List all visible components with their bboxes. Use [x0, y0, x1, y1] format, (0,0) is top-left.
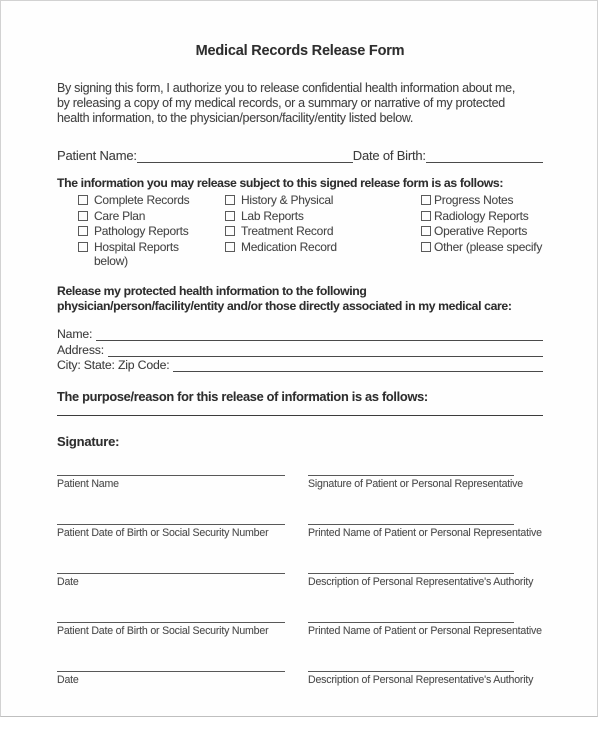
patient-name-field[interactable]	[137, 148, 353, 163]
signature-line-label: Date	[57, 576, 79, 588]
signature-heading: Signature:	[57, 434, 120, 449]
checkbox-item	[225, 224, 421, 240]
signature-line[interactable]	[57, 475, 285, 476]
signature-line[interactable]	[308, 475, 514, 476]
recipient-address-label: Address:	[57, 342, 104, 357]
release-items-grid	[57, 193, 543, 268]
checkbox[interactable]	[421, 211, 431, 221]
signature-row	[57, 475, 543, 490]
checkbox[interactable]	[78, 226, 88, 236]
checkbox[interactable]	[78, 242, 88, 252]
signature-line[interactable]	[57, 671, 285, 672]
signature-row	[57, 573, 543, 588]
checkbox-label: Complete Records	[94, 193, 190, 207]
signature-line[interactable]	[308, 524, 514, 525]
intro-line: by releasing a copy of my medical records, or a summary or narrative of my protected	[57, 96, 505, 110]
signature-cell	[57, 524, 308, 539]
checkbox-label: Care Plan	[94, 208, 146, 223]
checkbox-item	[421, 209, 543, 225]
recipient-city-state-zip-row	[57, 357, 543, 373]
purpose-heading: The purpose/reason for this release of information is as follows:	[57, 389, 428, 404]
checkbox-label: History & Physical	[241, 193, 334, 207]
signature-line-label: Printed Name of Patient or Personal Representative	[308, 527, 542, 539]
signature-line[interactable]	[57, 622, 285, 623]
page-title: Medical Records Release Form	[195, 43, 405, 59]
signature-cell	[57, 475, 308, 490]
signature-cell	[308, 622, 543, 637]
checkbox[interactable]	[225, 211, 235, 221]
checkbox[interactable]	[421, 226, 431, 236]
intro-line: health information, to the physician/person/facility/entity listed below.	[57, 111, 414, 125]
signature-line[interactable]	[308, 671, 514, 672]
signature-line-label: Date	[57, 674, 79, 686]
checkbox-item	[421, 240, 543, 256]
checkbox[interactable]	[421, 242, 431, 252]
recipient-name-row	[57, 326, 543, 342]
signature-line[interactable]	[57, 524, 285, 525]
recipient-address-row	[57, 341, 543, 357]
checkbox-item	[78, 193, 225, 209]
recipient-name-label: Name:	[57, 327, 93, 341]
signature-line-label: Description of Personal Representative's Authority	[308, 576, 534, 588]
release-items-heading: The information you may release subject to this signed release form is as follows:	[57, 176, 504, 190]
release-to-heading	[57, 284, 543, 314]
signature-line-label: Signature of Patient or Personal Representative	[308, 478, 523, 490]
checkbox-item	[78, 224, 225, 240]
checkbox-item	[78, 240, 225, 268]
signature-line[interactable]	[308, 622, 514, 623]
checkbox[interactable]	[78, 211, 88, 221]
release-items-column-1	[78, 193, 225, 268]
signature-cell	[57, 573, 308, 588]
recipient-address-field[interactable]	[108, 342, 543, 357]
signature-cell	[308, 475, 543, 490]
intro-text	[57, 81, 543, 126]
release-items-column-2	[225, 193, 421, 268]
checkbox-item	[421, 193, 543, 209]
checkbox-item	[225, 240, 421, 256]
signature-line-label: Patient Name	[57, 478, 119, 490]
checkbox-label: Lab Reports	[241, 208, 304, 223]
checkbox-label: Medication Record	[241, 239, 337, 254]
checkbox-label: Radiology Reports	[434, 208, 529, 223]
signature-line[interactable]	[308, 573, 514, 574]
city-state-zip-field[interactable]	[173, 357, 543, 372]
recipient-name-field[interactable]	[96, 326, 543, 341]
signature-cell	[308, 573, 543, 588]
date-of-birth-label: Date of Birth:	[352, 148, 426, 163]
signature-line-label: Printed Name of Patient or Personal Representative	[308, 625, 542, 637]
signature-row	[57, 622, 543, 637]
checkbox-item	[225, 209, 421, 225]
release-to-heading-line: Release my protected health information to the following	[57, 283, 367, 298]
checkbox[interactable]	[78, 195, 88, 205]
release-items-column-3	[421, 193, 543, 268]
date-of-birth-field[interactable]	[426, 148, 543, 163]
checkbox[interactable]	[225, 242, 235, 252]
signature-line-label: Patient Date of Birth or Social Security Number	[57, 527, 269, 539]
checkbox-label: Pathology Reports	[94, 224, 189, 238]
signature-line-label: Description of Personal Representative's Authority	[308, 674, 534, 686]
intro-line: By signing this form, I authorize you to release confidential health information about me,	[57, 81, 515, 95]
signature-row	[57, 524, 543, 539]
checkbox-label: Hospital Reports below)	[94, 239, 179, 268]
signature-cell	[57, 622, 308, 637]
patient-name-label: Patient Name:	[57, 148, 137, 163]
signature-line[interactable]	[57, 573, 285, 574]
checkbox-label: Treatment Record	[241, 224, 334, 238]
checkbox-item	[421, 224, 543, 240]
signature-row	[57, 671, 543, 686]
release-to-heading-line: physician/person/facility/entity and/or those directly associated in my medical care:	[57, 298, 512, 313]
signature-cell	[57, 671, 308, 686]
city-state-zip-label: City: State: Zip Code:	[57, 358, 170, 372]
checkbox-item	[225, 193, 421, 209]
signature-line-label: Patient Date of Birth or Social Security Number	[57, 625, 269, 637]
checkbox-label: Other (please specify	[434, 239, 543, 254]
checkbox[interactable]	[225, 226, 235, 236]
checkbox[interactable]	[421, 195, 431, 205]
recipient-fields	[57, 326, 543, 373]
signature-cell	[308, 524, 543, 539]
signature-cell	[308, 671, 543, 686]
patient-identity-row	[57, 148, 543, 163]
purpose-field[interactable]	[57, 415, 543, 416]
checkbox[interactable]	[225, 195, 235, 205]
checkbox-label: Operative Reports	[434, 224, 528, 238]
checkbox-label: Progress Notes	[434, 193, 514, 207]
checkbox-item	[78, 209, 225, 225]
